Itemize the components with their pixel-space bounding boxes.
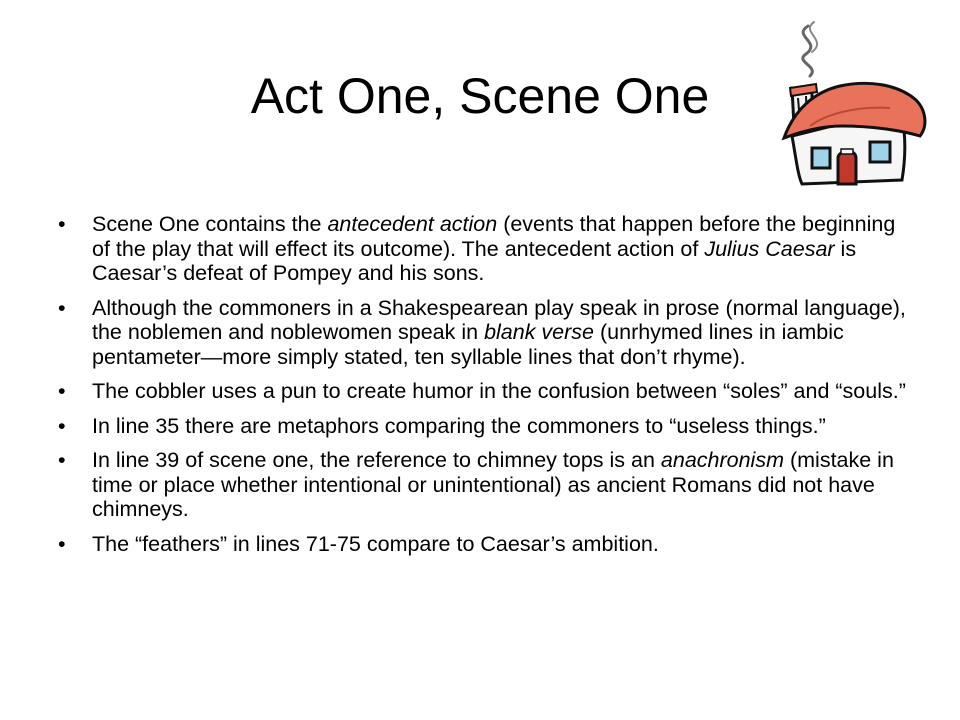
bullet-item xyxy=(58,379,918,404)
bullet-list xyxy=(58,212,918,566)
bullet-marker: • xyxy=(58,212,66,236)
house-icon xyxy=(770,18,930,193)
slide-title: Act One, Scene One xyxy=(250,68,710,124)
bullet-text: The cobbler uses a pun to create humor in the confusion between “soles” and “souls.” xyxy=(92,379,906,403)
bullet-text: The “feathers” in lines 71-75 compare to Caesar’s ambition. xyxy=(92,531,659,556)
bullet-text: Scene One contains the antecedent action (events that happen before the beginning of the play that will effect its outcome). The antecedent action of Julius Caesar is Caesar’s defeat of Pompey and his sons. xyxy=(92,212,896,285)
bullet-text: Although the commoners in a Shakespearean play speak in prose (normal language), the noblemen and noblewomen speak in blank verse (unrhymed lines in iambic pentameter—more simply stated, ten syllable lines that don’t rhyme). xyxy=(92,295,906,369)
bullet-marker: • xyxy=(58,448,66,472)
bullet-text: In line 35 there are metaphors comparing the commoners to “useless things.” xyxy=(92,413,826,438)
bullet-item xyxy=(58,448,918,522)
bullet-item xyxy=(58,296,918,370)
bullet-marker: • xyxy=(58,531,66,556)
bullet-item xyxy=(58,212,918,286)
bullet-item xyxy=(58,414,918,439)
bullet-marker: • xyxy=(58,379,66,403)
bullet-marker: • xyxy=(58,295,66,320)
bullet-item xyxy=(58,532,918,557)
bullet-marker: • xyxy=(58,413,66,438)
bullet-text: In line 39 of scene one, the reference to chimney tops is an anachronism (mistake in time or place whether intentional or unintentional) as ancient Romans did not have chimneys. xyxy=(92,448,894,521)
